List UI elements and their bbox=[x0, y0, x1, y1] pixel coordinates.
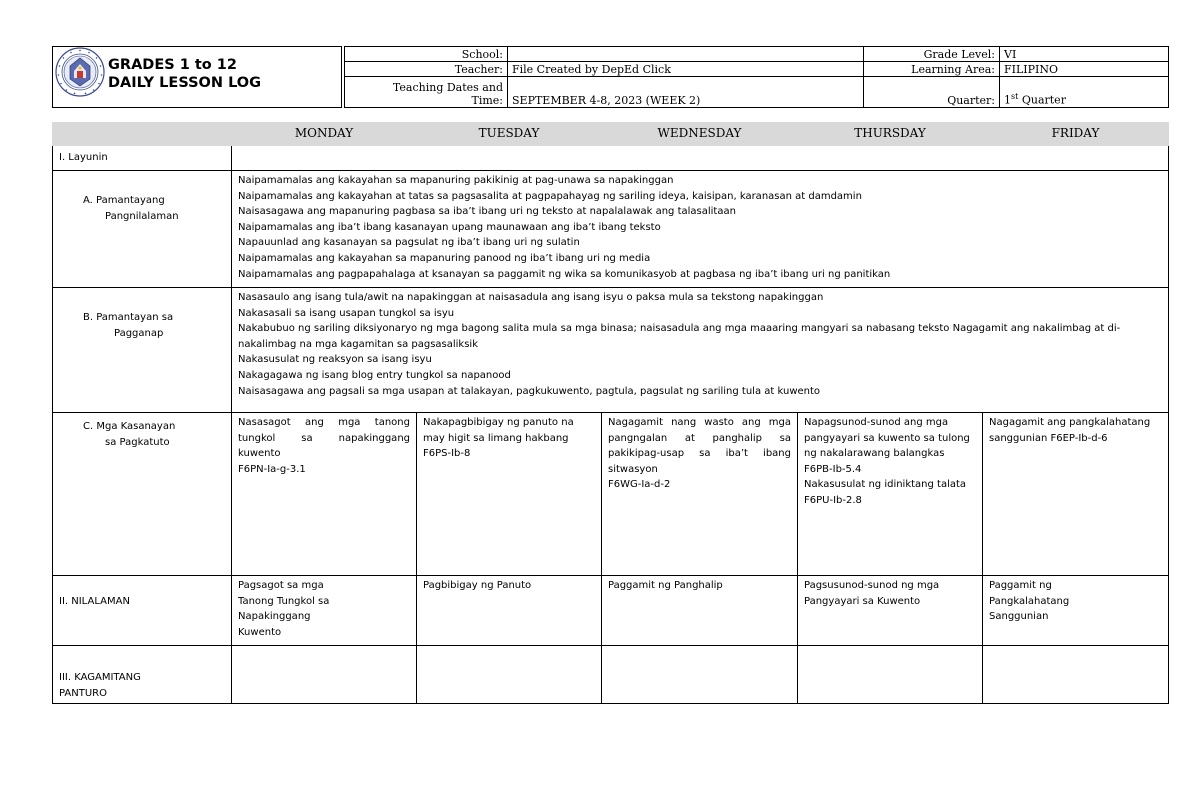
nilalaman-label: II. NILALAMAN bbox=[53, 576, 232, 646]
learning-area-value[interactable]: FILIPINO bbox=[1000, 62, 1169, 77]
pangnilalaman-line: Naipamamalas ang pagpapahalaga at ksanayan sa paggamit ng wika sa komunikasyob at pagbasa ng iba’t ibang uri ng panitikan bbox=[238, 268, 891, 280]
pangnilalaman-line: Naipamamalas ang iba’t ibang kasanayan upang maunawaan ang iba’t ibang teksto bbox=[238, 221, 661, 233]
day-header-row bbox=[53, 123, 1169, 146]
school-label: School: bbox=[345, 47, 508, 62]
day-monday: MONDAY bbox=[232, 123, 417, 146]
row-nilalaman bbox=[53, 576, 1169, 646]
kasanayan-text: Nasasagot ang mga tanong tungkol sa napakinggang kuwento bbox=[238, 417, 410, 460]
teaching-dates-label-line-1: Teaching Dates and bbox=[392, 81, 503, 94]
kasanayan-tuesday[interactable] bbox=[417, 413, 602, 576]
kasanayan-text: Napagsunod-sunod ang mga pangyayari sa kuwento sa tulong ng nakalarawang balangkas bbox=[804, 417, 970, 460]
grade-level-label: Grade Level: bbox=[864, 47, 1000, 62]
kagamitang-panturo-label bbox=[53, 646, 232, 704]
teacher-label: Teacher: bbox=[345, 62, 508, 77]
day-tuesday: TUESDAY bbox=[417, 123, 602, 146]
kasanayan-code: F6PU-Ib-2.8 bbox=[804, 494, 862, 506]
pagganap-line: Nakasasali sa isang usapan tungkol sa isyu bbox=[238, 307, 455, 319]
day-thursday: THURSDAY bbox=[798, 123, 983, 146]
row-pamantayan-sa-pagganap bbox=[53, 288, 1169, 413]
pamantayan-sa-pagganap-content[interactable] bbox=[232, 288, 1169, 413]
kasanayan-code: F6PB-Ib-5.4 bbox=[804, 463, 862, 475]
kasanayan-label-line-2: sa Pagkatuto bbox=[105, 436, 170, 448]
nilalaman-line: Kuwento bbox=[238, 626, 282, 638]
title-line-1: GRADES 1 to 12 bbox=[108, 57, 237, 73]
pangnilalaman-line: Napauunlad ang kasanayan sa pagsulat ng iba’t ibang uri ng sulatin bbox=[238, 237, 580, 249]
row-layunin bbox=[53, 146, 1169, 171]
nilalaman-monday[interactable] bbox=[232, 576, 417, 646]
nilalaman-line: Paggamit ng bbox=[989, 580, 1052, 591]
kagamitang-monday[interactable] bbox=[232, 646, 417, 704]
kagamitang-panturo-label-line-2: PANTURO bbox=[59, 687, 107, 699]
kasanayan-monday[interactable] bbox=[232, 413, 417, 576]
learning-area-label: Learning Area: bbox=[864, 62, 1000, 77]
layunin-content[interactable] bbox=[232, 146, 1169, 171]
school-value[interactable] bbox=[508, 47, 864, 62]
pamantayang-pangnilalaman-label bbox=[53, 171, 232, 288]
kasanayan-code: F6PN-Ia-g-3.1 bbox=[238, 463, 306, 475]
day-header-blank bbox=[53, 123, 232, 146]
pamantayang-pangnilalaman-content[interactable] bbox=[232, 171, 1169, 288]
pagganap-line: Naisasagawa ang pagsali sa mga usapan at talakayan, pagkukuwento, pagtula, pagsulat ng sariling tula at kuwento bbox=[238, 385, 821, 397]
kasanayan-thursday[interactable] bbox=[798, 413, 983, 576]
pagganap-line: Nakagagawa ng isang blog entry tungkol sa napanood bbox=[238, 369, 511, 381]
kasanayan-wednesday[interactable] bbox=[602, 413, 798, 576]
pangnilalaman-line: Naipamamalas ang kakayahan sa mapanuring panood ng iba’t ibang uri ng media bbox=[238, 252, 651, 264]
quarter-number: 1 bbox=[1004, 94, 1012, 107]
row-pamantayang-pangnilalaman bbox=[53, 171, 1169, 288]
nilalaman-wednesday[interactable] bbox=[602, 576, 798, 646]
nilalaman-line: Pangyayari sa Kuwento bbox=[804, 595, 921, 607]
teaching-dates-label bbox=[345, 77, 508, 108]
nilalaman-friday[interactable] bbox=[983, 576, 1169, 646]
quarter-value[interactable] bbox=[1000, 77, 1169, 108]
grade-level-value[interactable]: VI bbox=[1000, 47, 1169, 62]
pagganap-line: Nasasaulo ang isang tula/awit na napakinggan at naisasadula ang isang isyu o paksa mula sa tekstong napakinggan bbox=[238, 292, 824, 303]
kagamitang-tuesday[interactable] bbox=[417, 646, 602, 704]
kasanayan-friday[interactable] bbox=[983, 413, 1169, 576]
pamantayan-sa-pagganap-label bbox=[53, 288, 232, 413]
nilalaman-thursday[interactable] bbox=[798, 576, 983, 646]
quarter-label: Quarter: bbox=[864, 77, 1000, 108]
teaching-dates-value[interactable]: SEPTEMBER 4-8, 2023 (WEEK 2) bbox=[508, 77, 864, 108]
kagamitang-panturo-label-line-1: III. KAGAMITANG bbox=[59, 672, 141, 683]
pagganap-line: Nakasusulat ng reaksyon sa isang isyu bbox=[238, 354, 432, 366]
quarter-word: Quarter bbox=[1018, 94, 1066, 107]
nilalaman-tuesday[interactable] bbox=[417, 576, 602, 646]
nilalaman-line: Pagsusunod-sunod ng mga bbox=[804, 580, 940, 591]
teacher-value[interactable]: File Created by DepEd Click bbox=[508, 62, 864, 77]
kasanayan-code: F6WG-Ia-d-2 bbox=[608, 479, 671, 491]
pangnilalaman-line: Naisasagawa ang mapanuring pagbasa sa iba’t ibang uri ng teksto at napalalawak ang talasalitaan bbox=[238, 206, 736, 218]
kasanayan-text: Nagagamit ang pangkalahatang sanggunian F6EP-Ib-d-6 bbox=[989, 417, 1151, 444]
row-mga-kasanayan bbox=[53, 413, 1169, 576]
kagamitang-wednesday[interactable] bbox=[602, 646, 798, 704]
pagganap-line: Nakabubuo ng sariling diksiyonaryo ng mga bagong salita mula sa mga binasa; naisasadula ang mga maaaring mangyari sa nabasang teksto Nagagamit ang nakalimbag at di-nakalimbag na mga kagamitan sa pagsasaliksik bbox=[238, 323, 1121, 350]
kasanayan-text: Nakasusulat ng idiniktang talata bbox=[804, 479, 967, 491]
pamantayang-pangnilalaman-label-line-2: Pangnilalaman bbox=[105, 210, 179, 222]
pangnilalaman-line: Naipamamalas ang kakayahan at tatas sa pagsasalita at pagpapahayag ng sariling ideya, kaisipan, karanasan at damdamin bbox=[238, 190, 862, 202]
nilalaman-line: Tanong Tungkol sa bbox=[238, 595, 330, 607]
title-line-2: DAILY LESSON LOG bbox=[108, 75, 262, 91]
kasanayan-text: Nakapagbibigay ng panuto na may higit sa limang hakbang F6PS-Ib-8 bbox=[423, 417, 574, 460]
info-table bbox=[344, 46, 1169, 108]
pangnilalaman-line: Naipamamalas ang kakayahan sa mapanuring pakikinig at pag-unawa sa napakinggan bbox=[238, 175, 674, 186]
nilalaman-line: Sanggunian bbox=[989, 611, 1049, 623]
row-kagamitang-panturo bbox=[53, 646, 1169, 704]
kasanayan-label-line-1: C. Mga Kasanayan bbox=[83, 421, 176, 432]
kasanayan-text: Nagagamit nang wasto ang mga pangngalan at panghalip sa pakikipag-usap sa iba’t ibang sitwasyon bbox=[608, 417, 791, 475]
nilalaman-line: Pangkalahatang bbox=[989, 595, 1070, 607]
nilalaman-line: Pagsagot sa mga bbox=[238, 580, 324, 591]
pamantayan-sa-pagganap-label-line-2: Pagganap bbox=[114, 327, 164, 339]
day-wednesday: WEDNESDAY bbox=[602, 123, 798, 146]
kagamitang-thursday[interactable] bbox=[798, 646, 983, 704]
pamantayang-pangnilalaman-label-line-1: A. Pamantayang bbox=[83, 195, 165, 206]
nilalaman-line: Pagbibigay ng Panuto bbox=[423, 580, 532, 591]
document-title bbox=[108, 56, 261, 92]
teaching-dates-label-line-2: Time: bbox=[471, 94, 503, 107]
kagamitang-friday[interactable] bbox=[983, 646, 1169, 704]
nilalaman-line: Paggamit ng Panghalip bbox=[608, 580, 723, 591]
nilalaman-line: Napakinggang bbox=[238, 611, 311, 623]
day-friday: FRIDAY bbox=[983, 123, 1169, 146]
lesson-log-table bbox=[52, 122, 1169, 704]
pamantayan-sa-pagganap-label-line-1: B. Pamantayan sa bbox=[83, 312, 174, 323]
layunin-label: I. Layunin bbox=[53, 146, 232, 171]
kasanayan-label bbox=[53, 413, 232, 576]
quarter-suffix: st bbox=[1011, 92, 1019, 102]
